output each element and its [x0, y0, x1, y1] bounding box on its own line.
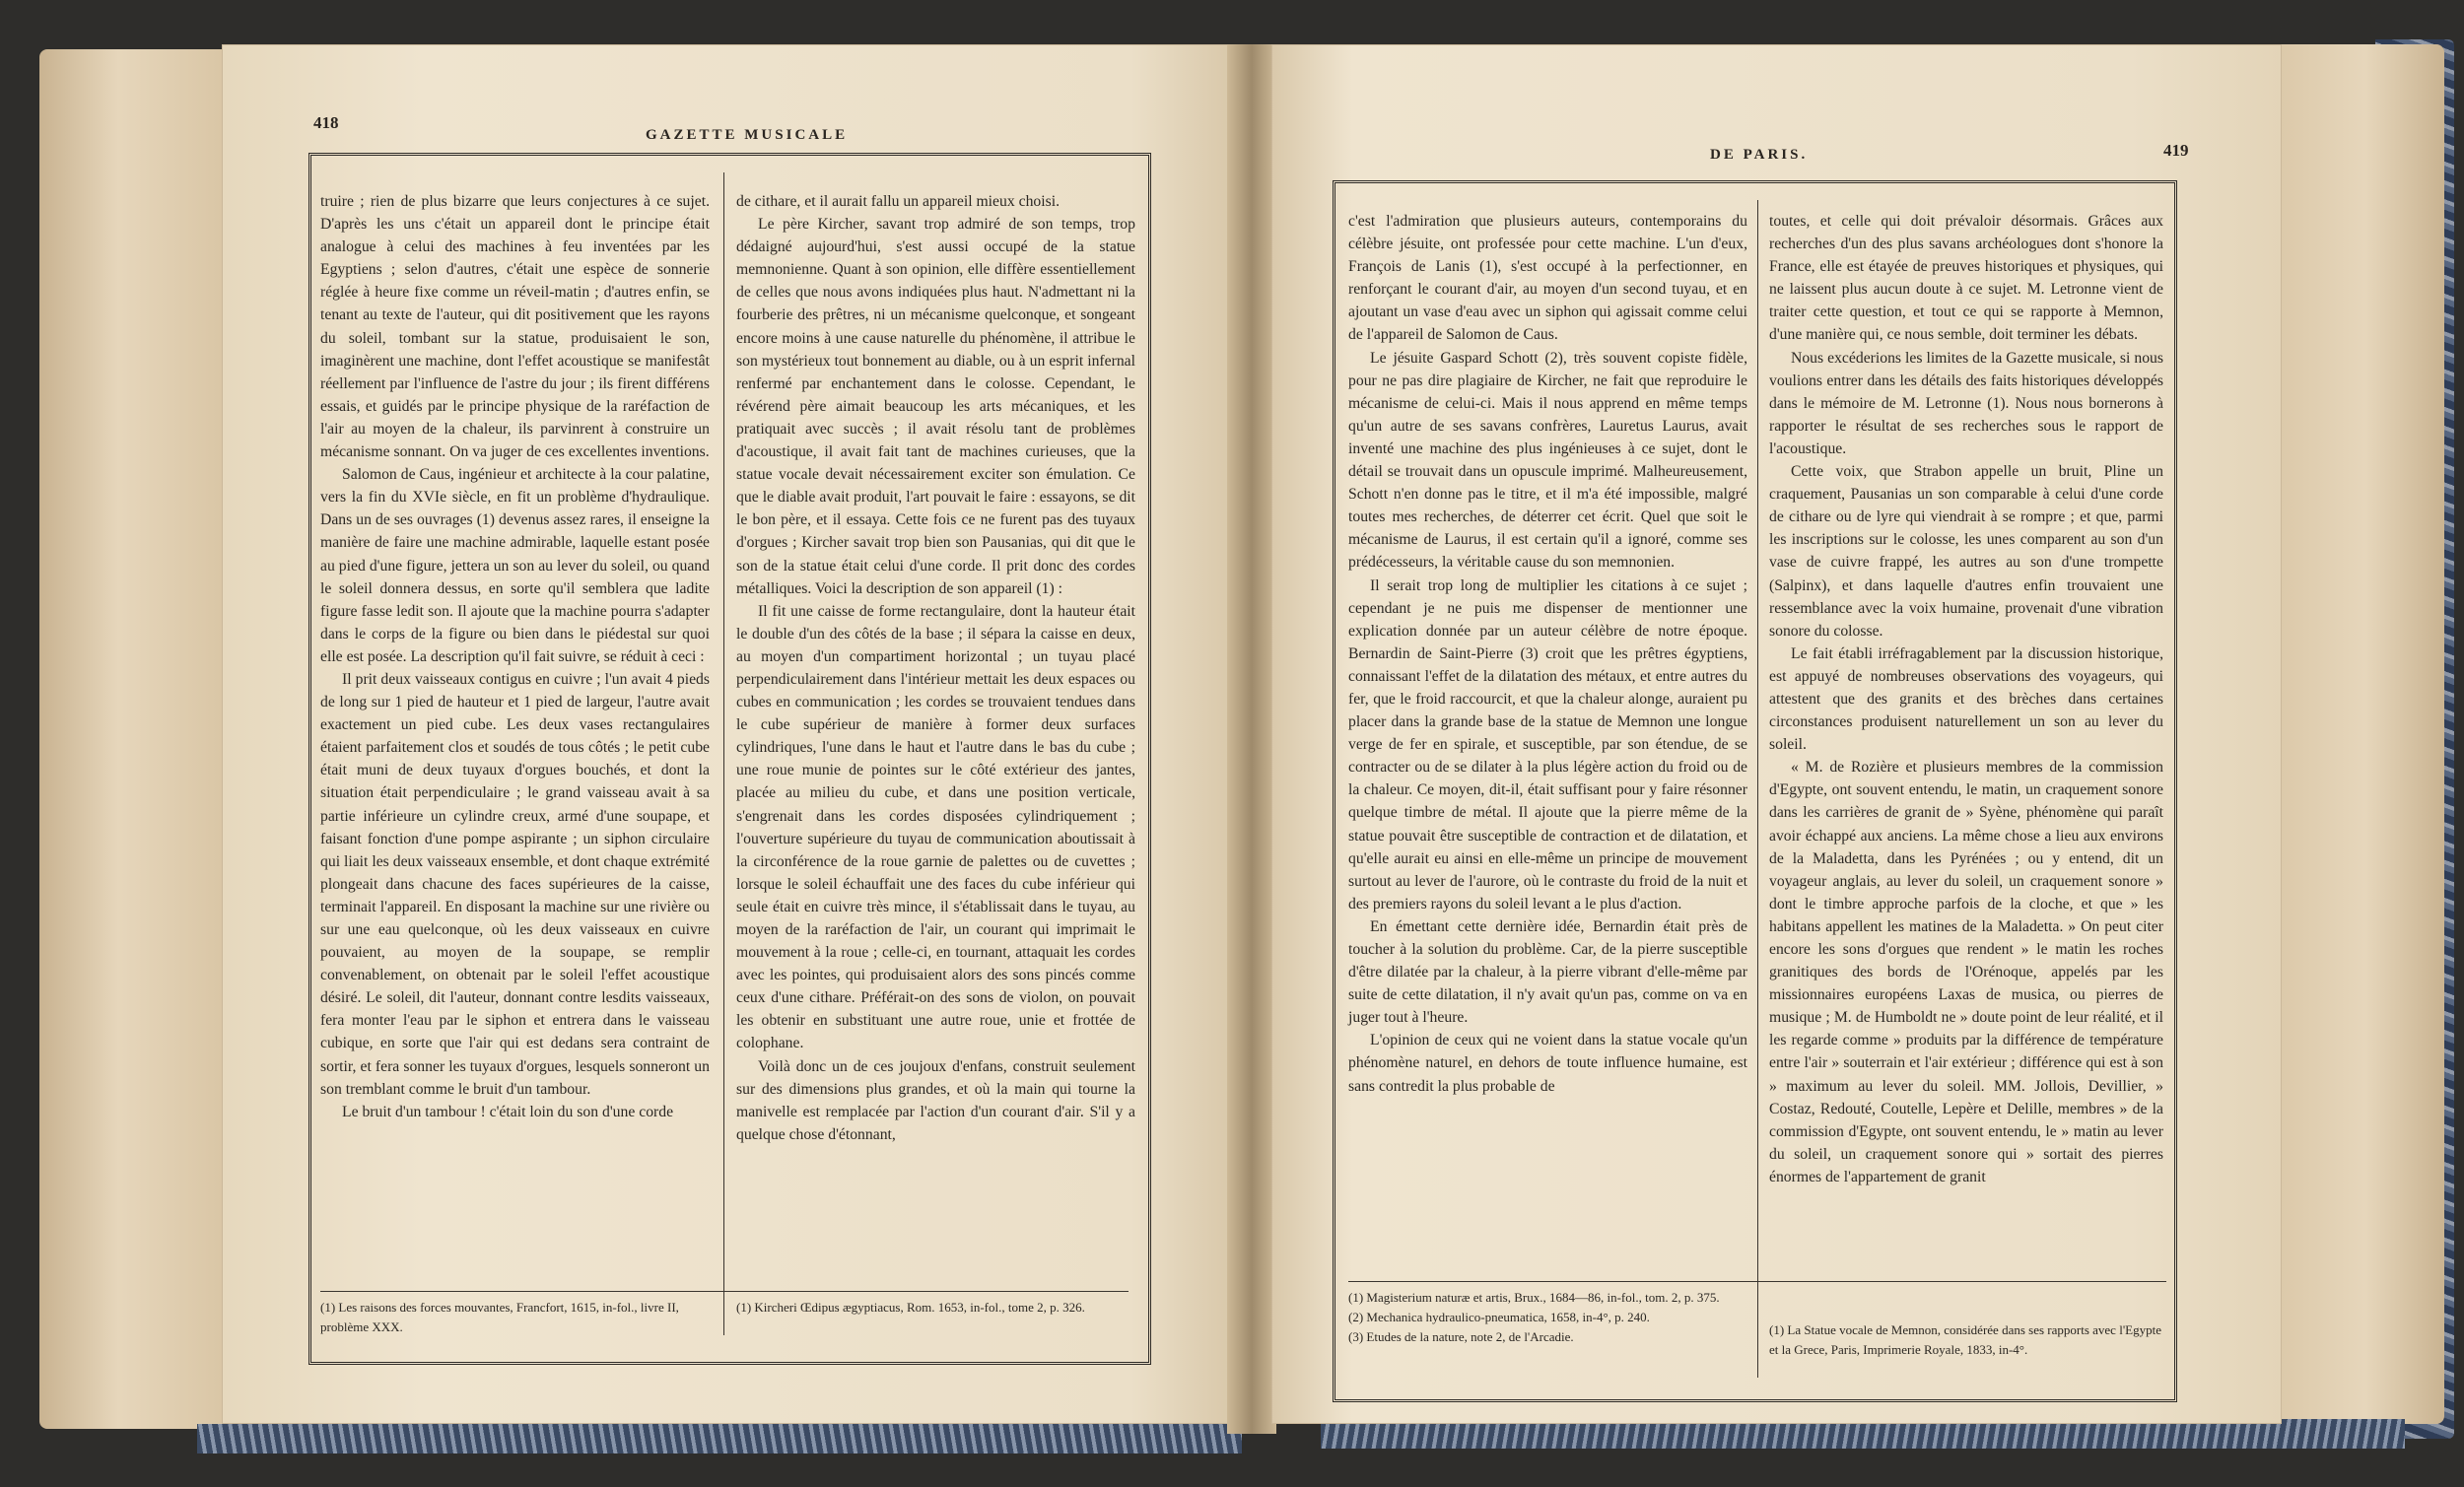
- footnote: (2) Mechanica hydraulico-pneumatica, 1658, in-4°, p. 240.: [1348, 1310, 1650, 1324]
- text-column-2: [1769, 210, 2163, 1188]
- paragraph: Nous excéderions les limites de la Gazette musicale, si nous voulions entrer dans les détails des faits historiques développés dans le mémoire de M. Letronne (1). Nous nous bornerons à rapporter le résultat de ses recherches sous le rapport de l'acoustique.: [1769, 349, 2163, 457]
- book-cover-bottom-left: [197, 1424, 1242, 1453]
- footnote: (3) Etudes de la nature, note 2, de l'Arcadie.: [1348, 1329, 1574, 1344]
- paragraph: Le père Kircher, savant trop admiré de son temps, trop dédaigné aujourd'hui, s'est aussi occupé de la statue memnonienne. Quant à son opinion, elle diffère essentiellement de celles que nous avons indiquées plus haut. N'admettant ni la fourberie des prêtres, ni un mécanisme quelconque, et songeant encore moins à une cause naturelle du phénomène, il attribue le son mystérieux tout bonnement au diable, ou à un esprit infernal renfermé par enchantement dans le colosse. Cependant, le révérend père aimait beaucoup les arts mécaniques, et les pratiquait avec succès ; il avait résolu tant de problèmes d'acoustique, il avait fait tant de machines curieuses, que la statue vocale devait nécessairement exciter son émulation. Ce que le diable avait produit, l'art pouvait le faire : essayons, se dit le bon père, et il essaya. Cette fois ce ne furent pas des tuyaux d'orgues ; Kircher savait trop bien son Pausanias, qui dit que le son de la statue était celui d'une corde. Il prit donc des cordes métalliques. Voici la description de son appareil (1) :: [736, 216, 1135, 597]
- paragraph: truire ; rien de plus bizarre que leurs conjectures à ce sujet. D'après les uns c'était un appareil dont le principe était analogue à celui des machines à feu inventées par les Egyptiens ; selon d'autres, c'était une espèce de sonnerie réglée à heure fixe comme un réveil-matin ; d'autres enfin, se tenant au texte de l'auteur, qui dit positivement que les rayons du soleil, tombant sur la statue, produisaient le son, imaginèrent une machine, dont l'effet acoustique se manifestât réellement par l'influence de l'astre du jour ; ils firent différens essais, et guidés par le principe physique de la raréfaction de l'air au moyen de la chaleur, ils parvinrent à construire un mécanisme sonnant. On va juger de ces excellentes inventions.: [320, 193, 710, 461]
- paragraph: Le jésuite Gaspard Schott (2), très souvent copiste fidèle, pour ne pas dire plagiaire de Kircher, ne fait que reproduire le mécanisme de celui-ci. Mais il nous apprend en même temps qu'un autre de ses savans confrères, Lauretus Laurus, avait inventé une machine des plus ingénieuses à ce sujet, dont le détail se trouvait dans un opuscule imprimé. Malheureusement, Schott n'en donne pas le titre, et il m'a été impossible, malgré toutes mes recherches, de déterrer cet écrit. Quel que soit le mécanisme de Laurus, il est certain qu'il a ignoré, comme ses prédécesseurs, la véritable cause du son memnonien.: [1348, 349, 1747, 572]
- quotation: « M. de Rozière et plusieurs membres de la commission d'Egypte, ont souvent entendu, le matin, un craquement sonore dans les carrières de granit de » Syène, phénomène qui paraît avoir échappé aux anciens. La même chose a lieu aux environs de la Maladetta, dans les Pyrénées ; ou y entend, dit un voyageur anglais, au lever du soleil, un craquement sonore » dont le timbre approche parfois de la cloche, et que » les habitans appellent les matines de la Maladetta. » On peut citer encore les sons d'orgues que rendent » le matin les roches granitiques des bords de l'Orénoque, appelés par les missionnaires européens Laxas de musica, ou pierres de musique ; M. de Humboldt ne » doute point de leur réalité, et il les regarde comme » produits par la différence de température entre l'air » souterrain et l'air extérieur ; différence qui est à son » maximum au lever du soleil. MM. Jollois, Devillier, » Costaz, Redouté, Coutelle, Lepère et Delille, membres » de la commission d'Egypte, ont souvent entendu, le » matin au lever du soleil, un craquement sonore qui » sortait des pierres énormes de l'appartement de granit: [1769, 759, 2163, 1185]
- book-gutter: [1227, 44, 1276, 1434]
- footnote: (1) Kircheri Œdipus ægyptiacus, Rom. 1653, in-fol., tome 2, p. 326.: [736, 1300, 1085, 1315]
- paragraph: Salomon de Caus, ingénieur et architecte à la cour palatine, vers la fin du XVIe siècle, en fit un problème d'hydraulique. Dans un de ses ouvrages (1) devenus assez rares, il enseigne la manière de faire une machine admirable, laquelle estant posée au pied d'une figure, jettera un son au lever du soleil, ou quand le soleil donnera dessus, en sorte qu'il semblera que ladite figure fasse ledit son. Il ajoute que la machine pourra s'adapter dans le corps de la figure ou bien dans le piédestal sur quoi elle est posée. La description qu'il fait suivre, se réduit à ceci :: [320, 466, 710, 665]
- paragraph: Il serait trop long de multiplier les citations à ce sujet ; cependant je ne puis me dispenser de mentionner une explication donnée par un auteur célèbre de notre époque. Bernardin de Saint-Pierre (3) croit que les prêtres égyptiens, connaissant l'effet de la dilatation des métaux, et entre autres du fer, que le froid raccourcit, et que la chaleur alonge, auraient pu placer dans la grande base de la statue de Memnon une longue verge de fer en spirale, et susceptible, par son étendue, de se contracter ou de se dilater à la plus légère action du froid ou de la chaleur. Ce moyen, dit-il, était suffisant pour y faire résonner quelque timbre de métal. Il ajoute que la pierre même de la statue pouvait être susceptible de contraction et de dilatation, et qu'elle aurait eu ainsi en elle-même un principe de mouvement surtout au lever de l'aurore, où le contraste du froid de la nuit et des premiers rayons du soleil levant a le plus d'action.: [1348, 576, 1747, 912]
- footnotes-2: [736, 1298, 1135, 1318]
- paragraph: Le bruit d'un tambour ! c'était loin du son d'une corde: [342, 1103, 674, 1120]
- paragraph: Il prit deux vaisseaux contigus en cuivre ; l'un avait 4 pieds de long sur 1 pied de hauteur et 1 pied de largeur, l'autre avait exactement un pied cube. Les deux vases rectangulaires étaient parfaitement clos et soudés de tous côtés ; le petit cube était muni de deux tuyaux d'orgues bouchés, et dont la situation était perpendiculaire ; le grand vaisseau avait à sa partie inférieure un cylindre creux, armé d'une soupape, et faisant fonction d'une pompe aspirante ; un siphon circulaire qui liait les deux vaisseaux ensemble, et dont chaque extrémité plongeait dans chacune des faces supérieures de la caisse, terminait l'appareil. En disposant la machine sur une rivière ou sur une eau quelconque, où les deux vaisseaux en cuivre pouvaient, au moyen de la soupape, se remplir convenablement, on obtenait par le soleil l'effet acoustique désiré. Le soleil, dit l'auteur, donnant contre lesdits vaisseaux, fera monter l'eau par le siphon et entrera dans le vaisseau cubique, en sorte que l'air qui est dedans sera contraint de sortir, et fera sonner les tuyaux d'orgues, lesquels sonneront un son tremblant comme le bruit d'un tambour.: [320, 670, 710, 1098]
- text-column-1: [1348, 210, 1747, 1098]
- text-column-1: [320, 190, 710, 1123]
- footnote-rule: [1348, 1281, 2166, 1282]
- footnote: (1) La Statue vocale de Memnon, considérée dans ses rapports avec l'Egypte et la Grece, Paris, Imprimerie Royale, 1833, in-4°.: [1769, 1322, 2161, 1357]
- right-page: [1271, 44, 2282, 1424]
- footnotes-1: [320, 1298, 710, 1337]
- left-page: [222, 44, 1232, 1424]
- footnote-rule: [320, 1291, 1129, 1292]
- page-number: 418: [313, 113, 339, 132]
- footnote: (1) Les raisons des forces mouvantes, Francfort, 1615, in-fol., livre II, problème XXX.: [320, 1300, 679, 1334]
- running-head: DE PARIS.: [1710, 147, 1809, 163]
- page-number: 419: [2163, 141, 2189, 160]
- footnotes-1: [1348, 1288, 1747, 1347]
- page-stack-left: [39, 49, 237, 1429]
- paragraph: c'est l'admiration que plusieurs auteurs, contemporains du célèbre jésuite, ont professée pour cette machine. L'un d'eux, François de Lanis (1), s'est occupé à la perfectionner, en renforçant le courant d'air, au moyen d'un second tuyau, et en ajoutant un vase d'eau avec un siphon qui agissait comme celui de l'appareil de Salomon de Caus.: [1348, 213, 1747, 344]
- footnote: (1) Magisterium naturæ et artis, Brux., 1684—86, in-fol., tom. 2, p. 375.: [1348, 1290, 1720, 1305]
- column-rule: [723, 172, 724, 1335]
- running-head: GAZETTE MUSICALE: [646, 127, 849, 143]
- paragraph: En émettant cette dernière idée, Bernardin était près de toucher à la solution du problème. Car, de la pierre susceptible d'être dilatée par la chaleur, à la pierre vibrant d'elle-même par suite de cette dilatation, il n'y avait qu'un pas, comme on va en juger tout à l'heure.: [1348, 917, 1747, 1027]
- paragraph: Cette voix, que Strabon appelle un bruit, Pline un craquement, Pausanias un son comparable à celui d'une corde de cithare ou de lyre qui viendrait à se rompre ; et que, parmi les inscriptions sur le colosse, les unes comparent au son d'un vase de cuivre frappé, les autres au son d'une trompette (Salpinx), et dans laquelle d'autres enfin trouvaient une ressemblance avec la voix humaine, provenait d'une vibration sonore du colosse.: [1769, 463, 2163, 640]
- paragraph: toutes, et celle qui doit prévaloir désormais. Grâces aux recherches d'un des plus savans archéologues dont s'honore la France, elle est étayée de preuves historiques et physiques, qui ne laissent plus aucun doute à ce sujet. M. Letronne vient de traiter cette question, et tout ce qui se rapporte à Memnon, d'une manière qui, ce nous semble, doit terminer les débats.: [1769, 213, 2163, 344]
- column-rule: [1757, 200, 1758, 1378]
- text-column-2: [736, 190, 1135, 1146]
- paragraph: Il fit une caisse de forme rectangulaire, dont la hauteur était le double d'un des côtés de la base ; il sépara la caisse en deux, au moyen d'un compartiment horizontal ; un tuyau placé perpendiculairement dans l'intérieur mettait les deux espaces ou cubes en communication ; les cordes se trouvaient tendues dans le cube supérieur de manière à former deux surfaces cylindriques, l'une dans le haut et l'autre dans le bas du cube ; une roue munie de pointes sur le côté extérieur des jantes, placée au milieu du cube, et dans une position verticale, s'engrenait dans les cordes disposées cylindriquement ; l'ouverture supérieure du tuyau de communication aboutissait à la circonférence de la roue garnie de palettes ou de cuvettes ; lorsque le soleil échauffait une des faces du cube inférieur qui seule était en cuivre très mince, il s'établissait dans le tuyau, au moyen de la raréfaction de l'air, un courant qui imprimait le mouvement à la roue ; celle-ci, en tournant, attaquait les cordes avec les pointes, qui produisaient alors des sons pincés comme ceux d'une cithare. Préférait-on des sons de violon, on pouvait les obtenir en substituant une autre roue, unie et frottée de colophane.: [736, 602, 1135, 1052]
- paragraph: L'opinion de ceux qui ne voient dans la statue vocale qu'un phénomène naturel, en dehors de toute influence humaine, est sans contredit la plus probable de: [1348, 1032, 1747, 1095]
- paragraph: de cithare, et il aurait fallu un appareil mieux choisi.: [736, 193, 1061, 210]
- paragraph: Voilà donc un de ces joujoux d'enfans, construit seulement sur des dimensions plus grandes, et où la main qui tourne la manivelle est remplacée par l'action d'un courant d'air. S'il y a quelque chose d'étonnant,: [736, 1057, 1135, 1143]
- paragraph: Le fait établi irréfragablement par la discussion historique, est appuyé de nombreuses observations des voyageurs, qui attestent que des granits et des brèches dans certaines circonstances produisent naturellement un son au lever du soleil.: [1769, 644, 2163, 754]
- footnotes-2: [1769, 1320, 2163, 1360]
